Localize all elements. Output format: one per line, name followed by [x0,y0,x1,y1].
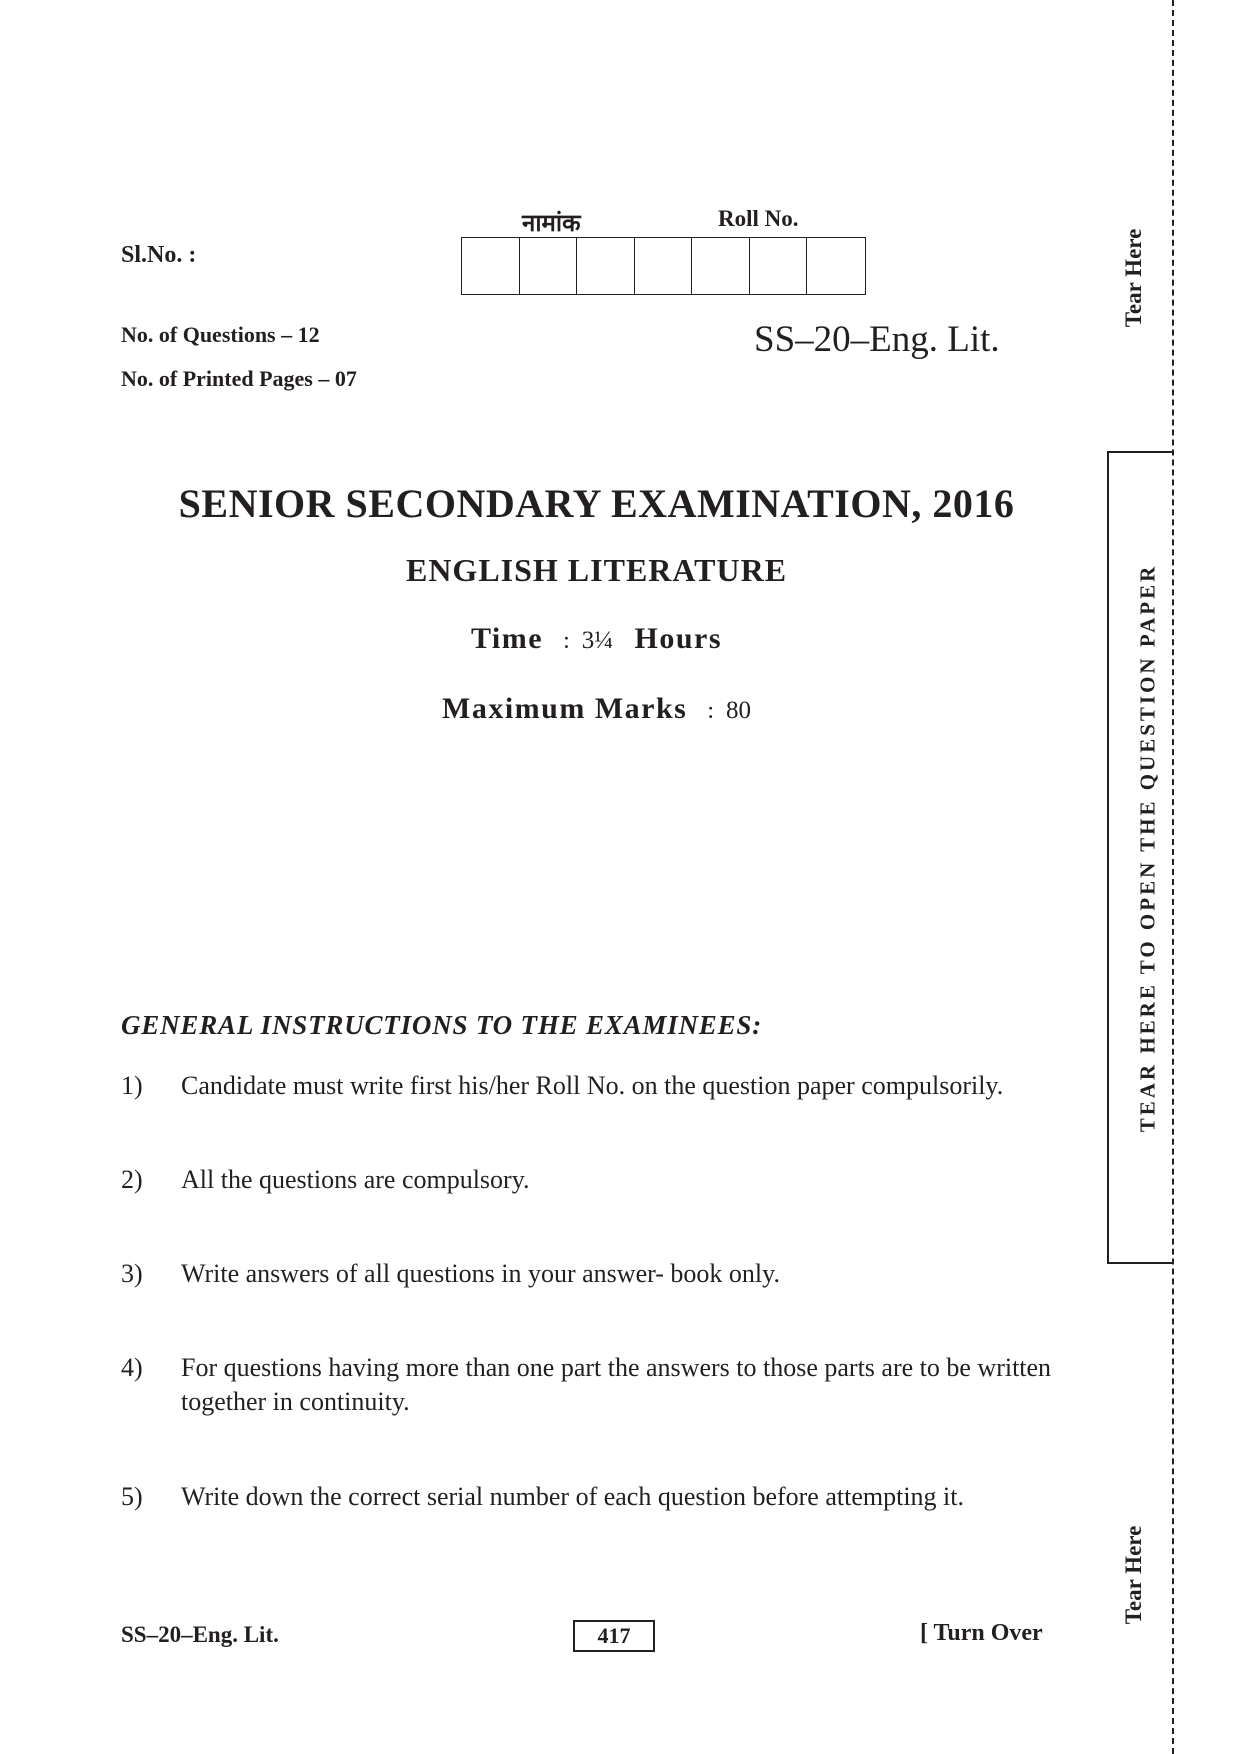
roll-digit-box[interactable] [807,238,865,294]
subject-title: ENGLISH LITERATURE [405,552,788,588]
instruction-number: 5) [121,1482,143,1511]
roll-digit-box[interactable] [520,238,578,294]
instruction-item [121,1480,1061,1514]
instruction-text: Write down the correct serial number of each question before attempting it. [181,1482,964,1511]
instruction-number: 1) [121,1071,143,1100]
marks-value: 80 [725,697,751,724]
tear-here-bottom-label: Tear Here [1121,1525,1146,1625]
instruction-text: For questions having more than one part the answers to those parts are to be written together in continuity. [181,1353,1052,1416]
instruction-text: Write answers of all questions in your answer- book only. [181,1259,780,1288]
roll-digit-box[interactable] [635,238,693,294]
tear-instruction-text: TEAR HERE TO OPEN THE QUESTION PAPER [1135,563,1160,1133]
footer-paper-code: SS–20–Eng. Lit. [121,1622,279,1647]
roll-digit-box[interactable] [577,238,635,294]
instruction-number: 4) [121,1353,143,1382]
time-label: Time [470,622,544,655]
instruction-text: All the questions are compulsory. [181,1165,530,1194]
marks-separator: : [707,698,714,724]
time-unit: Hours [634,622,723,655]
time-line [0,622,1193,656]
marks-line [0,692,1193,726]
instructions-heading: GENERAL INSTRUCTIONS TO THE EXAMINEES: [121,1010,763,1040]
instruction-item [121,1163,1061,1197]
instruction-text: Candidate must write first his/her Roll No. on the question paper compulsorily. [181,1071,1004,1100]
time-value: 3¼ [581,627,613,654]
page-number-box: 417 [573,1620,655,1652]
roll-digit-box[interactable] [692,238,750,294]
paper-code: SS–20–Eng. Lit. [754,319,1000,360]
instruction-item [121,1069,1061,1103]
roll-number-label: Roll No. [718,206,799,231]
number-of-questions: No. of Questions – 12 [121,322,320,347]
roll-digit-box[interactable] [462,238,520,294]
instruction-number: 3) [121,1259,143,1288]
instruction-number: 2) [121,1165,143,1194]
tear-here-top-label: Tear Here [1121,228,1146,328]
marks-label: Maximum Marks [442,692,688,725]
instruction-item [121,1257,1061,1291]
turn-over-label: [ Turn Over [920,1620,1043,1646]
roll-number-boxes [461,237,866,295]
instruction-item [121,1351,1061,1419]
roll-digit-box[interactable] [750,238,808,294]
serial-number-label: Sl.No. : [121,242,197,268]
time-separator: : [563,628,570,654]
number-of-pages: No. of Printed Pages – 07 [121,366,357,391]
roll-number-label-hindi: नामांक [522,209,581,237]
exam-title: SENIOR SECONDARY EXAMINATION, 2016 [178,481,1015,526]
